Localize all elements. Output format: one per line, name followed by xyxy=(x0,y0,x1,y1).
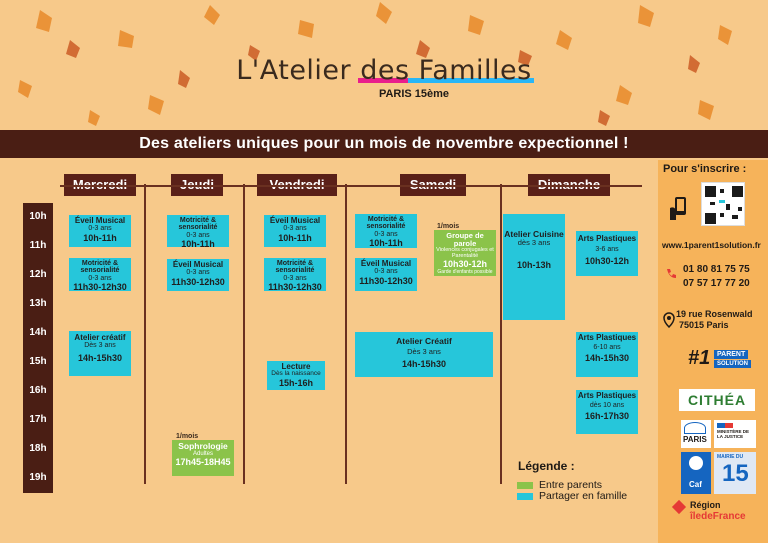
activity-age: 0-3 ans xyxy=(283,274,307,282)
activity-time: 11h30-12h30 xyxy=(268,282,322,293)
legend-label: Partager en famille xyxy=(539,490,628,502)
column-divider xyxy=(502,185,642,187)
activity-age: 0-3 ans xyxy=(283,225,307,233)
logo-text: 15 xyxy=(722,460,749,487)
website-link[interactable]: www.1parent1solution.fr xyxy=(662,240,761,250)
activity-time: 11h30-12h30 xyxy=(359,275,413,286)
activity-time: 10h30-12h xyxy=(584,255,630,266)
activity-age: 3-6 ans xyxy=(595,246,619,254)
hour-label: 14h xyxy=(29,327,47,338)
caf-logo xyxy=(681,452,711,494)
legend-swatch xyxy=(517,482,533,489)
legend-item-family xyxy=(517,490,627,502)
activity-name: Motricité & sensorialité xyxy=(178,217,218,232)
logo-text: îledeFrance xyxy=(690,511,746,522)
activity-name: Groupe de parole xyxy=(446,231,484,248)
cithea-logo xyxy=(679,389,755,411)
activity-name: Éveil Musical xyxy=(172,260,224,269)
qr-code[interactable] xyxy=(701,182,745,226)
logo-text: Caf xyxy=(689,480,702,489)
activity-age: 0-3 ans xyxy=(88,225,112,233)
activity-name: Motricité & sensorialité xyxy=(275,260,315,275)
activity-jeudi-sophrologie xyxy=(172,440,234,476)
column-divider xyxy=(347,185,500,187)
activity-vendredi-motricite xyxy=(264,258,326,291)
activity-name: Motricité & sensorialité xyxy=(366,216,406,231)
logo-text: PARENT xyxy=(714,350,748,359)
logo-text: MAIRIE DU xyxy=(717,454,744,460)
hour-label: 17h xyxy=(29,414,47,425)
legend-title: Légende : xyxy=(518,459,575,473)
logo-text: #1 xyxy=(688,347,711,369)
activity-time: 14h-15h30 xyxy=(584,352,630,363)
activity-age: Dès la naissance xyxy=(271,370,321,378)
address-line-2: 75015 Paris xyxy=(679,320,729,330)
activity-samedi-groupe-de-parole xyxy=(434,230,496,276)
activity-age: dès 10 ans xyxy=(589,402,625,410)
page-title xyxy=(236,55,531,86)
headline-banner: Des ateliers uniques pour un mois de novembre expectionnel ! xyxy=(0,130,768,158)
activity-age: Violences conjugales et Parentalité xyxy=(436,246,494,259)
activity-name: Arts Plastiques xyxy=(577,391,637,400)
logo-text: Région xyxy=(690,500,721,510)
activity-time: 11h30-12h30 xyxy=(73,282,127,293)
activity-age: 0-3 ans xyxy=(88,274,112,282)
region-ile-de-france-logo xyxy=(674,500,758,526)
activity-time: 10h-11h xyxy=(83,232,117,243)
activity-name: Arts Plastiques xyxy=(577,333,637,342)
activity-time: 17h45-18H45 xyxy=(175,457,231,468)
hour-label: 16h xyxy=(29,385,47,396)
ministere-justice-logo xyxy=(714,420,756,448)
hour-label: 18h xyxy=(29,443,47,454)
hour-label: 12h xyxy=(29,269,47,280)
activity-age: 0-3 ans xyxy=(186,269,210,277)
column-divider xyxy=(146,185,243,187)
address-line-1: 19 rue Rosenwald xyxy=(676,309,753,319)
activity-dimanche-arts-plastiques-3-6 xyxy=(576,231,638,276)
logo-text: PARIS xyxy=(683,435,707,444)
location-pin-icon xyxy=(663,312,675,328)
phone-hand-icon xyxy=(668,196,690,222)
activity-time: 10h30-12h xyxy=(442,259,488,270)
hour-label: 11h xyxy=(29,240,47,251)
phone-number-1[interactable]: 01 80 81 75 75 xyxy=(683,264,750,275)
phone-number-2[interactable]: 07 57 17 77 20 xyxy=(683,278,750,289)
activity-dimanche-arts-plastiques-6-10 xyxy=(576,332,638,377)
mairie-15-logo xyxy=(714,452,756,494)
phone-icon xyxy=(665,268,677,280)
activity-age: Dès 3 ans xyxy=(407,346,441,356)
activity-mercredi-motricite xyxy=(69,258,131,291)
column-divider xyxy=(500,184,502,484)
activity-name: Éveil Musical xyxy=(360,259,412,268)
activity-name: Sophrologie xyxy=(178,441,228,451)
frequency-tag: 1/mois xyxy=(437,223,460,230)
activity-name: Éveil Musical xyxy=(269,216,321,225)
activity-jeudi-motricite xyxy=(167,215,229,250)
activity-time: 15h-16h xyxy=(278,378,313,389)
activity-note: Garde d'enfants possible xyxy=(437,268,493,275)
activity-age: 0-3 ans xyxy=(374,268,398,276)
activity-age: 0-3 ans xyxy=(374,230,398,238)
activity-name: Éveil Musical xyxy=(74,216,126,225)
legend-label: Entre parents xyxy=(539,479,603,491)
activity-time: 14h-15h30 xyxy=(401,358,447,369)
paris-logo xyxy=(681,420,711,448)
activity-age: 6-10 ans xyxy=(593,344,621,352)
activity-samedi-motricite xyxy=(355,214,417,248)
activity-name: Atelier Cuisine xyxy=(504,229,564,239)
hours-column xyxy=(23,203,53,493)
activity-time: 10h-13h xyxy=(516,259,551,270)
activity-jeudi-eveil-musical xyxy=(167,259,229,291)
activity-name: Lecture xyxy=(281,362,311,371)
title-part-2: des xyxy=(360,55,410,86)
column-divider xyxy=(345,184,347,484)
activity-name: Arts Plastiques xyxy=(577,234,637,243)
title-part-3: Familles xyxy=(409,55,532,86)
activity-age: dès 3 ans xyxy=(517,237,551,247)
activity-samedi-atelier-creatif xyxy=(355,332,493,377)
column-divider xyxy=(245,185,345,187)
parent-solution-logo xyxy=(688,347,756,375)
column-divider xyxy=(60,185,145,187)
activity-dimanche-arts-plastiques-10 xyxy=(576,390,638,434)
activity-age: Dès 3 ans xyxy=(84,342,116,350)
hour-label: 15h xyxy=(29,356,47,367)
logo-text: SOLUTION xyxy=(714,360,751,368)
activity-name: Atelier Créatif xyxy=(396,336,452,346)
legend-swatch xyxy=(517,493,533,500)
activity-time: 14h-15h30 xyxy=(77,352,123,363)
activity-vendredi-lecture xyxy=(267,361,325,390)
activity-time: 10h-11h xyxy=(278,232,312,243)
page-subtitle: PARIS 15ème xyxy=(378,88,450,100)
activity-name: Atelier créatif xyxy=(74,333,126,342)
column-divider xyxy=(144,184,146,484)
activity-name: Motricité & sensorialité xyxy=(80,260,120,275)
title-part-1: L'Atelier xyxy=(236,55,361,86)
activity-age: Adultes xyxy=(192,450,213,457)
sidebar-title: Pour s'inscrire : xyxy=(663,163,747,175)
hour-label: 13h xyxy=(29,298,47,309)
logo-text: MINISTÈRE DE LA JUSTICE xyxy=(717,429,750,439)
frequency-tag: 1/mois xyxy=(176,433,199,440)
column-divider xyxy=(243,184,245,484)
header xyxy=(0,55,768,100)
hour-label: 19h xyxy=(29,472,47,483)
activity-mercredi-atelier-creatif xyxy=(69,331,131,376)
hour-label: 10h xyxy=(29,211,47,222)
activity-dimanche-atelier-cuisine xyxy=(503,214,565,320)
activity-vendredi-eveil-musical xyxy=(264,215,326,247)
logo-text: CITHÉA xyxy=(687,392,747,408)
activity-time: 16h-17h30 xyxy=(584,410,630,421)
activity-time: 11h30-12h30 xyxy=(171,276,225,287)
activity-time: 10h-11h xyxy=(181,239,215,250)
activity-samedi-eveil-musical xyxy=(355,258,417,291)
activity-mercredi-eveil-musical xyxy=(69,215,131,247)
activity-time: 10h-11h xyxy=(369,238,403,249)
activity-age: 0-3 ans xyxy=(186,231,210,239)
